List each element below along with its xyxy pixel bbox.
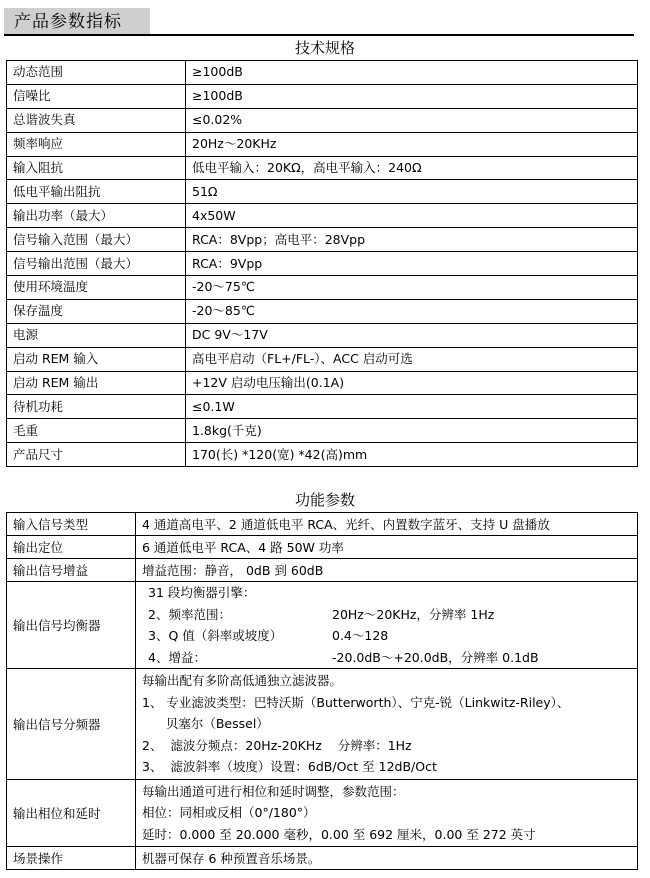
row-key: 毛重 (7, 419, 186, 443)
table-row (7, 669, 638, 780)
row-value: ≤0.02% (186, 108, 638, 132)
row-key: 输入阻抗 (7, 156, 186, 180)
crossover-line: 每输出配有多阶高低通独立滤波器。 (142, 673, 343, 689)
row-value: ≥100dB (186, 61, 638, 85)
table-row (7, 419, 638, 443)
header-underline (4, 34, 634, 36)
table-row (7, 323, 638, 347)
row-key: 产品尺寸 (7, 443, 186, 467)
table-row (7, 780, 638, 847)
row-value: 170(长) *120(宽) *42(高)mm (186, 443, 638, 467)
row-value: 4 通道高电平、2 通道低电平 RCA、光纤、内置数字蓝牙、支持 U 盘播放 (136, 513, 638, 536)
phase-cell (136, 780, 638, 847)
table-row (7, 276, 638, 300)
table-row (7, 582, 638, 669)
table-row (7, 228, 638, 252)
row-value: -20～75℃ (186, 276, 638, 300)
table-row (7, 61, 638, 85)
phase-line: 延时：0.000 至 20.000 毫秒，0.00 至 692 厘米，0.00 至 272 英寸 (142, 826, 536, 842)
row-key: 输出信号分频器 (7, 669, 136, 780)
row-key: 输出功率（最大） (7, 204, 186, 228)
row-key: 低电平输出阻抗 (7, 180, 186, 204)
eq-item (136, 604, 637, 626)
row-key: 输出定位 (7, 536, 136, 559)
page-title: 产品参数指标 (14, 12, 122, 32)
row-value: 机器可保存 6 种预置音乐场景。 (136, 847, 638, 870)
table-row (7, 252, 638, 276)
phase-line: 相位：同相或反相（0°/180°） (142, 805, 316, 821)
row-value: 6 通道低电平 RCA、4 路 50W 功率 (136, 536, 638, 559)
row-key: 信号输出范围（最大） (7, 252, 186, 276)
func-table (6, 512, 638, 870)
row-value: 高电平启动（FL+/FL-）、ACC 启动可选 (186, 347, 638, 371)
row-value: ≤0.1W (186, 395, 638, 419)
eq-intro: 31 段均衡器引擎： (148, 585, 256, 600)
row-value: RCA：8Vpp；高电平：28Vpp (186, 228, 638, 252)
section-header (0, 8, 650, 30)
row-key: 场景操作 (7, 847, 136, 870)
phase-line: 每输出通道可进行相位和延时调整，参数范围： (142, 783, 405, 799)
row-key: 动态范围 (7, 61, 186, 85)
eq-item-label: 2、频率范围： (148, 606, 231, 622)
row-key: 输出相位和延时 (7, 780, 136, 847)
row-key: 使用环境温度 (7, 276, 186, 300)
crossover-line: 1、 专业滤波类型：巴特沃斯（Butterworth）、宁克-锐（Linkwitz-Riley）、 (142, 694, 570, 710)
eq-item-value: -20.0dB～+20.0dB，分辨率 0.1dB (332, 649, 539, 665)
row-key: 电源 (7, 323, 186, 347)
table-row (7, 84, 638, 108)
row-key: 输出信号增益 (7, 559, 136, 582)
table-row (7, 371, 638, 395)
eq-item (136, 647, 637, 669)
row-value: 低电平输入：20KΩ，高电平输入：240Ω (186, 156, 638, 180)
table-row (7, 513, 638, 536)
spec-title: 技术规格 (294, 39, 355, 57)
row-key: 总谐波失真 (7, 108, 186, 132)
eq-item-label: 3、Q 值（斜率或坡度） (148, 628, 283, 643)
row-value: ≥100dB (186, 84, 638, 108)
eq-item-label: 4、增益： (148, 649, 206, 665)
table-row (7, 108, 638, 132)
table-row (7, 559, 638, 582)
eq-item-value: 20Hz～20KHz，分辨率 1Hz (332, 606, 495, 622)
row-key: 保存温度 (7, 299, 186, 323)
crossover-line: 贝塞尔（Bessel） (142, 716, 269, 732)
spec-table (6, 60, 638, 467)
table-row (7, 132, 638, 156)
row-value: -20～85℃ (186, 299, 638, 323)
eq-item-value: 0.4～128 (332, 628, 389, 643)
table-row (7, 536, 638, 559)
row-key: 启动 REM 输入 (7, 347, 186, 371)
row-value: RCA：9Vpp (186, 252, 638, 276)
eq-item (136, 625, 637, 647)
row-key: 输入信号类型 (7, 513, 136, 536)
row-key: 输出信号均衡器 (7, 582, 136, 669)
row-value: 增益范围：静音， 0dB 到 60dB (136, 559, 638, 582)
func-title: 功能参数 (294, 491, 355, 509)
crossover-line: 2、 滤波分频点：20Hz-20KHz 分辨率：1Hz (142, 737, 412, 753)
table-row (7, 395, 638, 419)
row-key: 频率响应 (7, 132, 186, 156)
table-row (7, 204, 638, 228)
table-row (7, 156, 638, 180)
table-row (7, 299, 638, 323)
row-key: 信噪比 (7, 84, 186, 108)
row-key: 启动 REM 输出 (7, 371, 186, 395)
row-key: 信号输入范围（最大） (7, 228, 186, 252)
row-value: 4x50W (186, 204, 638, 228)
table-row (7, 180, 638, 204)
row-key: 待机功耗 (7, 395, 186, 419)
eq-cell (136, 582, 638, 669)
row-value: 1.8kg(千克) (186, 419, 638, 443)
crossover-cell (136, 669, 638, 780)
row-value: +12V 启动电压输出(0.1A) (186, 371, 638, 395)
table-row (7, 847, 638, 870)
row-value: DC 9V～17V (186, 323, 638, 347)
row-value: 51Ω (186, 180, 638, 204)
crossover-line: 3、 滤波斜率（坡度）设置：6dB/Oct 至 12dB/Oct (142, 759, 437, 775)
row-value: 20Hz～20KHz (186, 132, 638, 156)
table-row (7, 443, 638, 467)
table-row (7, 347, 638, 371)
